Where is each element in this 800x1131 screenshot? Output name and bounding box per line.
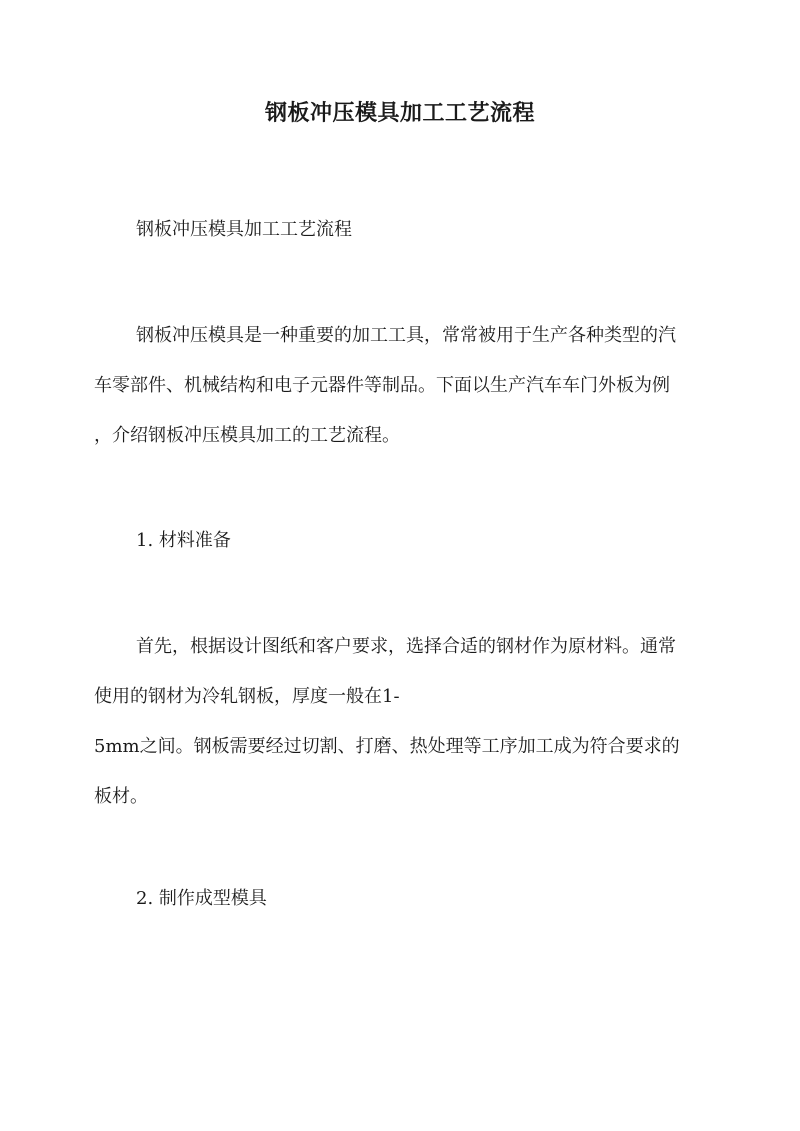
- document-subtitle: 钢板冲压模具加工工艺流程: [136, 219, 352, 240]
- document-title: 钢板冲压模具加工工艺流程: [264, 100, 535, 126]
- intro-line-3: ，介绍钢板冲压模具加工的工艺流程。: [94, 425, 400, 446]
- section-2-heading: 2. 制作成型模具: [136, 888, 267, 909]
- section-1-heading: 1. 材料准备: [136, 530, 231, 551]
- section-1-line-3: 5mm之间。钢板需要经过切割、打磨、热处理等工序加工成为符合要求的: [94, 736, 680, 757]
- intro-line-1: 钢板冲压模具是一种重要的加工工具，常常被用于生产各种类型的汽: [136, 325, 676, 346]
- section-1-line-1: 首先，根据设计图纸和客户要求，选择合适的钢材作为原材料。通常: [136, 636, 676, 657]
- section-1-line-2: 使用的钢材为冷轧钢板，厚度一般在1-: [94, 686, 400, 707]
- section-1-line-4: 板材。: [94, 786, 148, 807]
- intro-line-2: 车零部件、机械结构和电子元器件等制品。下面以生产汽车车门外板为例: [94, 375, 670, 396]
